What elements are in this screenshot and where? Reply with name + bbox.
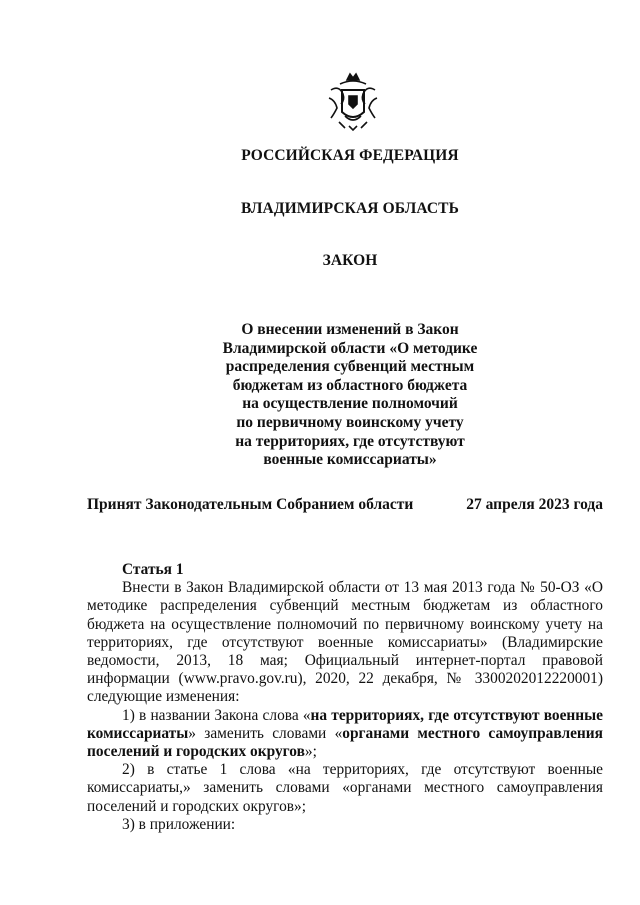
adopted-by: Принят Законодательным Собранием области [87, 496, 414, 513]
article-intro: Внести в Закон Владимирской области от 13 мая 2013 года № 50-ОЗ «О методике распределения субвенций местным бюджетам из областного бюджета на осуществление полномочий по первичному воинскому учету на территориях, где отсутствуют военные комиссариаты» (Владимирские ведомости, 2013, 18 мая; Официальный интернет-портал правовой информации (www.pravo.gov.ru), 2020, 22 декабря, № 3300202012220001) следующие изменения: [87, 579, 603, 706]
region-heading: ВЛАДИМИРСКАЯ ОБЛАСТЬ [241, 200, 459, 217]
document-type-heading: ЗАКОН [322, 252, 378, 269]
law-title-line: О внесении изменений в Закон [241, 321, 459, 338]
law-title-line: бюджетам из областного бюджета [232, 376, 468, 394]
law-body [87, 561, 603, 834]
adoption-line [87, 496, 603, 514]
amendment-item-3: 3) в приложении: [122, 815, 236, 833]
law-title-line: распределения субвенций местным [225, 358, 475, 376]
law-title-line: по первичному воинскому учету [236, 413, 464, 431]
adoption-date: 27 апреля 2023 года [466, 496, 603, 513]
amendment-item-1: 1) в названии Закона слова «на территориях, где отсутствуют военные комиссариаты» заменить словами «органами местного самоуправления поселений и городских округов»; [87, 706, 604, 761]
law-title [205, 321, 495, 470]
country-heading: РОССИЙСКАЯ ФЕДЕРАЦИЯ [241, 147, 459, 164]
law-title-line: Владимирской области «О методике [222, 339, 478, 357]
amendment-item-2: 2) в статье 1 слова «на территориях, где отсутствуют военные комиссариаты,» заменить словами «органами местного самоуправления поселений и городских округов»; [87, 761, 603, 815]
law-title-line: на территориях, где отсутствуют [235, 432, 465, 450]
law-title-line: на осуществление полномочий [242, 395, 458, 413]
article-heading: Статья 1 [122, 561, 184, 578]
coat-of-arms-icon [325, 70, 381, 132]
law-title-line: военные комиссариаты» [263, 451, 437, 469]
